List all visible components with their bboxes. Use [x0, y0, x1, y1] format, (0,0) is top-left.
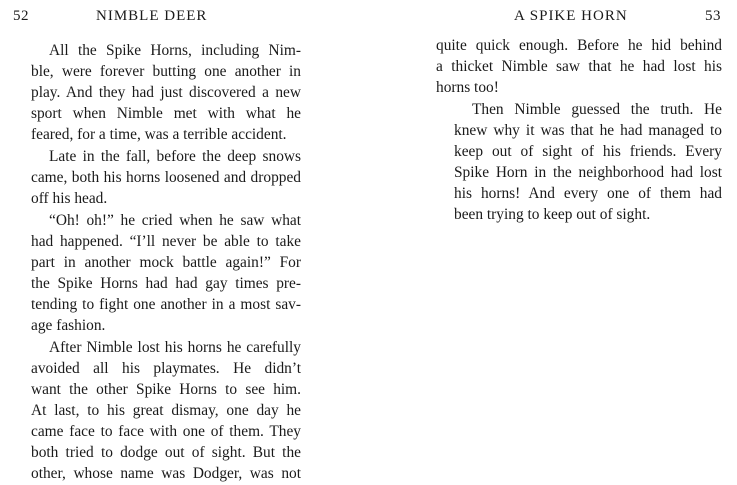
- text-line: tending to fight one another in a most sav-: [31, 296, 301, 313]
- text-line: both tried to dodge out of sight. But the: [31, 444, 301, 461]
- text-line: other, whose name was Dodger, was not: [31, 465, 301, 482]
- text-line: age fashion.: [31, 317, 106, 334]
- text-line: Late in the fall, before the deep snows: [49, 148, 301, 165]
- text-line: sport when Nimble met with what he: [31, 105, 301, 122]
- paragraph: [13, 146, 301, 209]
- running-head-left: NIMBLE DEER: [96, 8, 208, 24]
- text-line: the Spike Horns had had gay times pre-: [31, 275, 301, 292]
- text-line: keep out of sight of his friends. Every: [454, 143, 722, 160]
- paragraph: [13, 40, 301, 145]
- text-line: At last, to his great dismay, one day he: [31, 402, 301, 419]
- text-line: horns too!: [436, 79, 499, 96]
- text-line: had happened. “I’ll never be able to take: [31, 233, 301, 250]
- left-page: [0, 0, 368, 482]
- right-page-body: [436, 35, 722, 226]
- text-line: Then Nimble guessed the truth. He: [472, 101, 722, 118]
- paragraph: [13, 337, 301, 484]
- text-line: avoided all his playmates. He didn’t: [31, 360, 301, 377]
- paragraph: [436, 35, 722, 98]
- text-line: part in another mock battle again!” For: [31, 254, 301, 271]
- text-line: quite quick enough. Before he hid behind: [436, 37, 722, 54]
- text-line: ble, were forever butting one another in: [31, 63, 301, 80]
- text-line: off his head.: [31, 190, 108, 207]
- text-line: feared, for a time, was a terrible accident.: [31, 126, 287, 143]
- right-page: [368, 0, 737, 457]
- text-line: “Oh! oh!” he cried when he saw what: [49, 212, 301, 229]
- page-number-left: 52: [13, 8, 29, 24]
- text-line: came, both his horns loosened and dropped: [31, 169, 301, 186]
- text-line: been trying to keep out of sight.: [454, 206, 651, 223]
- text-line: play. And they had just discovered a new: [31, 84, 301, 101]
- text-line: All the Spike Horns, including Nim-: [49, 42, 301, 59]
- text-line: his horns! And every one of them had: [454, 185, 722, 202]
- text-line: came face to face with one of them. They: [31, 423, 301, 440]
- paragraph: [13, 210, 301, 336]
- text-line: Spike Horn in the neighborhood had lost: [454, 164, 722, 181]
- text-line: a thicket Nimble saw that he had lost his: [436, 58, 722, 75]
- text-line: knew why it was that he had managed to: [454, 122, 722, 139]
- text-line: want the other Spike Horns to see him.: [31, 381, 301, 398]
- paragraph: [436, 99, 722, 225]
- text-line: After Nimble lost his horns he carefully: [49, 339, 301, 356]
- page-number-right: 53: [705, 8, 721, 24]
- running-head-right: A SPIKE HORN: [514, 8, 628, 24]
- left-page-body: [13, 40, 301, 485]
